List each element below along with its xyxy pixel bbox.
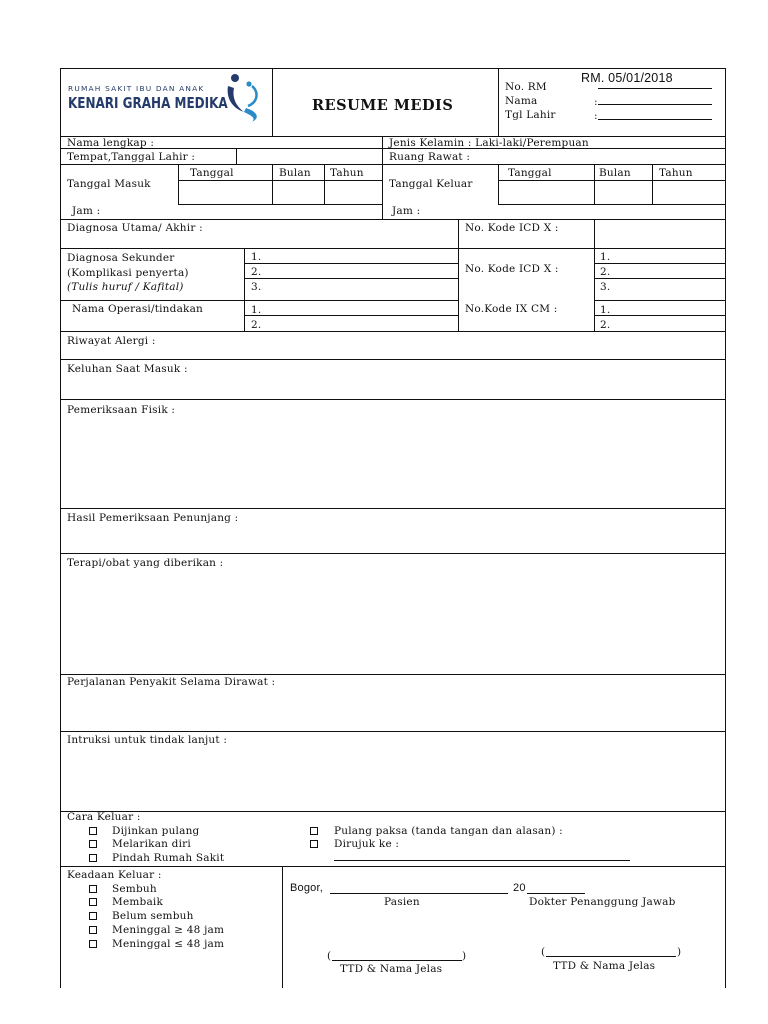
dirujuk-ke-field[interactable] — [334, 860, 630, 861]
mother-child-icon — [222, 72, 262, 124]
keadaan-checkbox-2[interactable] — [89, 898, 97, 906]
paren-close-left: ) — [462, 950, 467, 962]
operasi-num-1: 1. — [251, 304, 262, 316]
keadaan-opt-5: Meninggal ≤ 48 jam — [112, 938, 225, 950]
cara-keluar-checkbox-3[interactable] — [89, 854, 97, 862]
tgl-lahir-colon: : — [594, 110, 598, 122]
rm-code: RM. 05/01/2018 — [581, 71, 673, 85]
tgl-lahir-label: Tgl Lahir — [505, 109, 556, 121]
keadaan-opt-3: Belum sembuh — [112, 910, 194, 922]
tulis-huruf-label: (Tulis huruf / Kafital) — [67, 281, 184, 293]
pemeriksaan-fisik-label: Pemeriksaan Fisik : — [67, 404, 176, 416]
tanggal-masuk-label: Tanggal Masuk — [67, 178, 151, 190]
paren-open-left: ( — [327, 950, 332, 962]
sekunder-num-3: 3. — [251, 281, 262, 293]
tanggal-keluar-label: Tanggal Keluar — [389, 178, 473, 190]
ttd-pasien-label: TTD & Nama Jelas — [340, 963, 443, 975]
tanggal-tanda-tangan-field[interactable] — [330, 893, 508, 894]
nama-label: Nama — [505, 95, 538, 107]
riwayat-alergi-label: Riwayat Alergi : — [67, 335, 156, 347]
cara-keluar-opt-5: Dirujuk ke : — [334, 838, 400, 850]
tempat-tanggal-lahir-label: Tempat,Tanggal Lahir : — [67, 151, 196, 163]
cara-keluar-opt-2: Melarikan diri — [112, 838, 191, 850]
page-title: RESUME MEDIS — [312, 97, 454, 114]
hasil-penunjang-label: Hasil Pemeriksaan Penunjang : — [67, 512, 239, 524]
dokter-label: Dokter Penanggung Jawab — [529, 896, 676, 908]
diagnosa-utama-label: Diagnosa Utama/ Akhir : — [67, 222, 203, 234]
perjalanan-label: Perjalanan Penyakit Selama Dirawat : — [67, 676, 276, 688]
instruksi-label: Intruksi untuk tindak lanjut : — [67, 734, 228, 746]
tgl-lahir-field[interactable] — [598, 119, 712, 120]
keluar-col-bulan: Bulan — [599, 167, 631, 179]
keadaan-checkbox-3[interactable] — [89, 912, 97, 920]
nama-colon: : — [594, 96, 598, 108]
icd-x-num-1: 1. — [600, 251, 611, 263]
jam-keluar-label: Jam : — [392, 205, 421, 217]
masuk-col-tahun: Tahun — [330, 167, 364, 179]
keluar-col-tahun: Tahun — [659, 167, 693, 179]
year-prefix: 20 — [513, 882, 526, 894]
icd-ix-label: No.Kode IX CM : — [465, 303, 558, 315]
keadaan-checkbox-4[interactable] — [89, 926, 97, 934]
keluhan-label: Keluhan Saat Masuk : — [67, 363, 188, 375]
icd-ix-num-2: 2. — [600, 319, 611, 331]
keluar-col-tanggal: Tanggal — [508, 167, 552, 179]
keadaan-opt-1: Sembuh — [112, 883, 157, 895]
icd-x-num-3: 3. — [600, 281, 611, 293]
icd-ix-num-1: 1. — [600, 304, 611, 316]
nama-operasi-label: Nama Operasi/tindakan — [72, 303, 204, 315]
ruang-rawat-label: Ruang Rawat : — [389, 151, 471, 163]
sekunder-num-2: 2. — [251, 266, 262, 278]
paren-close-right: ) — [677, 946, 682, 958]
nama-field[interactable] — [598, 104, 712, 105]
logo-title: KENARI GRAHA MEDIKA — [68, 94, 228, 112]
ttd-dokter-label: TTD & Nama Jelas — [553, 960, 656, 972]
masuk-col-tanggal: Tanggal — [190, 167, 234, 179]
icd-x-sekunder-label: No. Kode ICD X : — [465, 263, 559, 275]
masuk-col-bulan: Bulan — [279, 167, 311, 179]
cara-keluar-checkbox-2[interactable] — [89, 840, 97, 848]
operasi-num-2: 2. — [251, 319, 262, 331]
ttd-pasien-field[interactable] — [332, 960, 462, 961]
cara-keluar-checkbox-4[interactable] — [310, 827, 318, 835]
keadaan-keluar-label: Keadaan Keluar : — [67, 869, 162, 881]
paren-open-right: ( — [541, 946, 546, 958]
logo-subtitle: RUMAH SAKIT IBU DAN ANAK — [68, 84, 205, 93]
ttd-dokter-field[interactable] — [546, 956, 676, 957]
year-field[interactable] — [527, 893, 585, 894]
pasien-label: Pasien — [384, 896, 420, 908]
cara-keluar-opt-3: Pindah Rumah Sakit — [112, 852, 225, 864]
cara-keluar-label: Cara Keluar : — [67, 811, 141, 823]
icd-x-utama-label: No. Kode ICD X : — [465, 222, 559, 234]
keadaan-checkbox-5[interactable] — [89, 940, 97, 948]
cara-keluar-opt-4: Pulang paksa (tanda tangan dan alasan) : — [334, 825, 563, 837]
icd-x-num-2: 2. — [600, 266, 611, 278]
cara-keluar-checkbox-5[interactable] — [310, 840, 318, 848]
keadaan-opt-4: Meninggal ≥ 48 jam — [112, 924, 225, 936]
rm-underline — [598, 88, 712, 89]
cara-keluar-opt-1: Dijinkan pulang — [112, 825, 200, 837]
komplikasi-label: (Komplikasi penyerta) — [67, 267, 189, 279]
diagnosa-sekunder-label: Diagnosa Sekunder — [67, 252, 175, 264]
sekunder-num-1: 1. — [251, 251, 262, 263]
terapi-label: Terapi/obat yang diberikan : — [67, 557, 224, 569]
keadaan-opt-2: Membaik — [112, 896, 164, 908]
jenis-kelamin-label: Jenis Kelamin : Laki-laki/Perempuan — [389, 137, 589, 149]
cara-keluar-checkbox-1[interactable] — [89, 827, 97, 835]
jam-masuk-label: Jam : — [72, 205, 101, 217]
no-rm-label: No. RM — [505, 81, 547, 93]
bogor-label: Bogor, — [290, 882, 324, 894]
keadaan-checkbox-1[interactable] — [89, 885, 97, 893]
nama-lengkap-label: Nama lengkap : — [67, 137, 155, 149]
